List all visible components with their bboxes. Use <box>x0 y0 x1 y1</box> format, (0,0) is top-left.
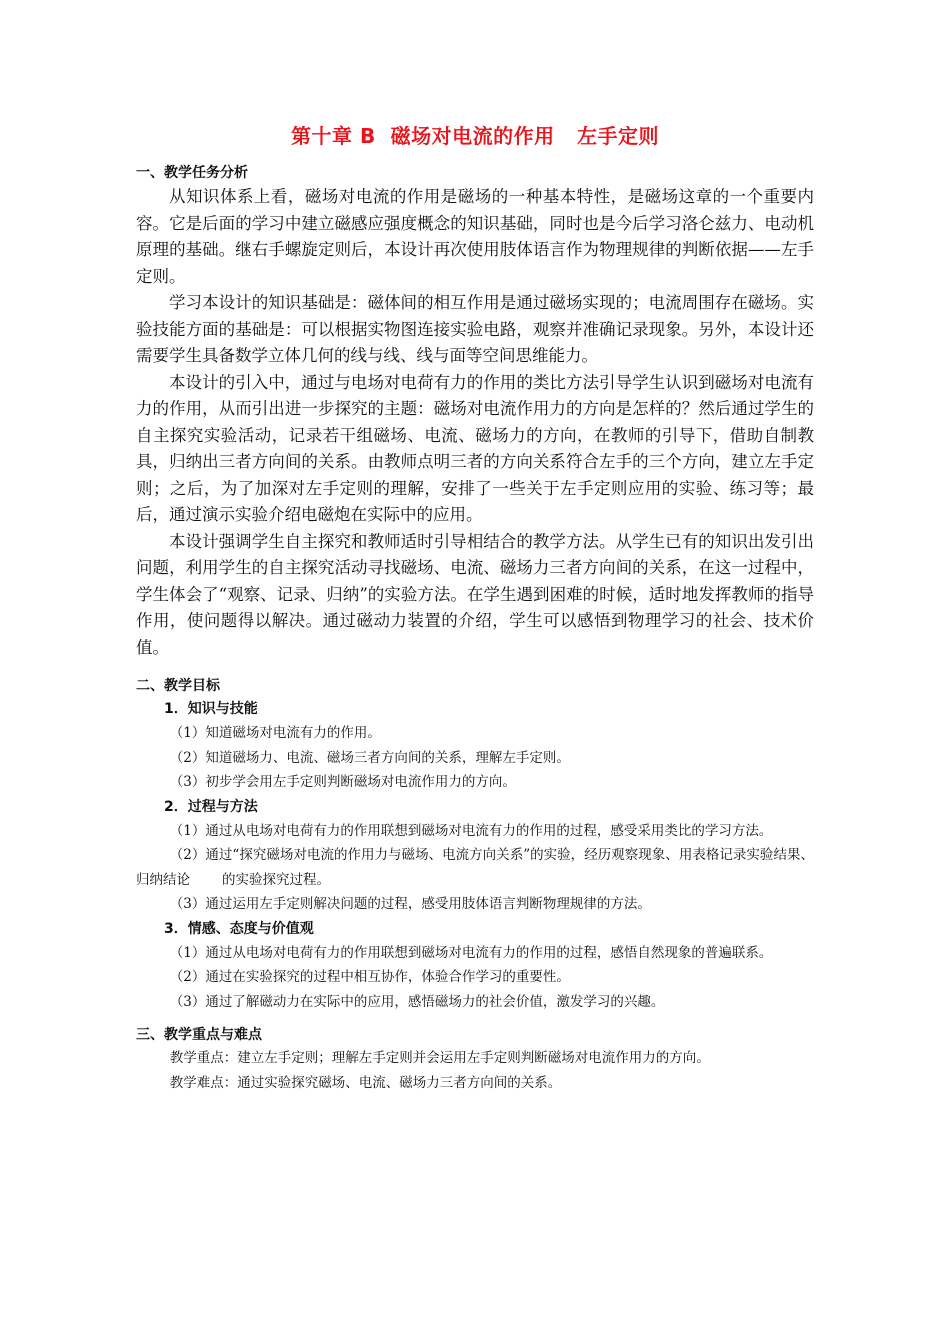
paragraph: 本设计的引入中，通过与电场对电荷有力的作用的类比方法引导学生认识到磁场对电流有力的作用，从而引出进一步探究的主题：磁场对电流作用力的方向是怎样的？然后通过学生的自主探究实验活动，记录若干组磁场、电流、磁场力的方向，在教师的引导下，借助自制教具，归纳出三者方向间的关系。由教师点明三者的方向关系符合左手的三个方向，建立左手定则；之后，为了加深对左手定则的理解，安排了一些关于左手定则应用的实验、练习等；最后，通过演示实验介绍电磁炮在实际中的应用。 <box>136 372 814 524</box>
document-title: 第十章 B 磁场对电流的作用 左手定则 <box>290 124 660 148</box>
goal-item: （2）通过在实验探究的过程中相互协作，体验合作学习的重要性。 <box>169 969 570 985</box>
paragraph: 学习本设计的知识基础是：磁体间的相互作用是通过磁场实现的；电流周围存在磁场。实验技能方面的基础是：可以根据实物图连接实验电路，观察并准确记录现象。另外，本设计还需要学生具备数学立体几何的线与线、线与面等空间思维能力。 <box>136 293 814 365</box>
paragraph: 从知识体系上看，磁场对电流的作用是磁场的一种基本特性，是磁场这章的一个重要内容。它是后面的学习中建立磁感应强度概念的知识基础，同时也是今后学习洛仑兹力、电动机原理的基础。继右手螺旋定则后，本设计再次使用肢体语言作为物理规律的判断依据——左手定则。 <box>136 187 814 286</box>
goal-item: （3）通过了解磁动力在实际中的应用，感悟磁场力的社会价值，激发学习的兴趣。 <box>169 993 665 1010</box>
goal-item: （3）通过运用左手定则解决问题的过程，感受用肢体语言判断物理规律的方法。 <box>169 896 651 912</box>
goal-item: （1）知道磁场对电流有力的作用。 <box>169 725 381 741</box>
goal-item <box>136 843 814 892</box>
goal-item: （1）通过从电场对电荷有力的作用联想到磁场对电流有力的作用的过程，感悟自然现象的普遍联系。 <box>169 944 773 961</box>
subsection-heading-attitudes-values: 3．情感、态度与价值观 <box>164 920 314 937</box>
goal-item: （3）初步学会用左手定则判断磁场对电流作用力的方向。 <box>169 774 516 790</box>
goal-item: （2）知道磁场力、电流、磁场三者方向间的关系，理解左手定则。 <box>169 749 570 766</box>
goal-item: （1）通过从电场对电荷有力的作用联想到磁场对电流有力的作用的过程，感受采用类比的学习方法。 <box>169 822 773 839</box>
subsection-heading-knowledge-skills: 1．知识与技能 <box>164 701 258 717</box>
document-body <box>136 162 814 1095</box>
section-heading-task-analysis: 一、教学任务分析 <box>136 165 248 181</box>
subsection-heading-process-methods: 2．过程与方法 <box>164 798 258 815</box>
key-point-item: 教学难点：通过实验探究磁场、电流、磁场力三者方向间的关系。 <box>169 1074 562 1091</box>
section-heading-key-points: 三、教学重点与难点 <box>136 1027 262 1043</box>
goal-item-text: （2）通过“探究磁场对电流的作用力与磁场、电流方向关系”的实验，经历观察现象、用表格记录实验结果、归纳结论 <box>136 847 814 888</box>
paragraph: 本设计强调学生自主探究和教师适时引导相结合的教学方法。从学生已有的知识出发引出问题，利用学生的自主探究活动寻找磁场、电流、磁场力三者方向间的关系，在这一过程中，学生体会了“观察、记录、归纳”的实验方法。在学生遇到困难的时候，适时地发挥教师的指导作用，使问题得以解决。通过磁动力装置的介绍，学生可以感悟到物理学习的社会、技术价值。 <box>136 531 814 657</box>
section-heading-teaching-goals: 二、教学目标 <box>136 678 220 694</box>
key-point-item: 教学重点：建立左手定则；理解左手定则并会运用左手定则判断磁场对电流作用力的方向。 <box>169 1050 710 1066</box>
goal-item-text: 的实验探究过程。 <box>222 871 330 888</box>
